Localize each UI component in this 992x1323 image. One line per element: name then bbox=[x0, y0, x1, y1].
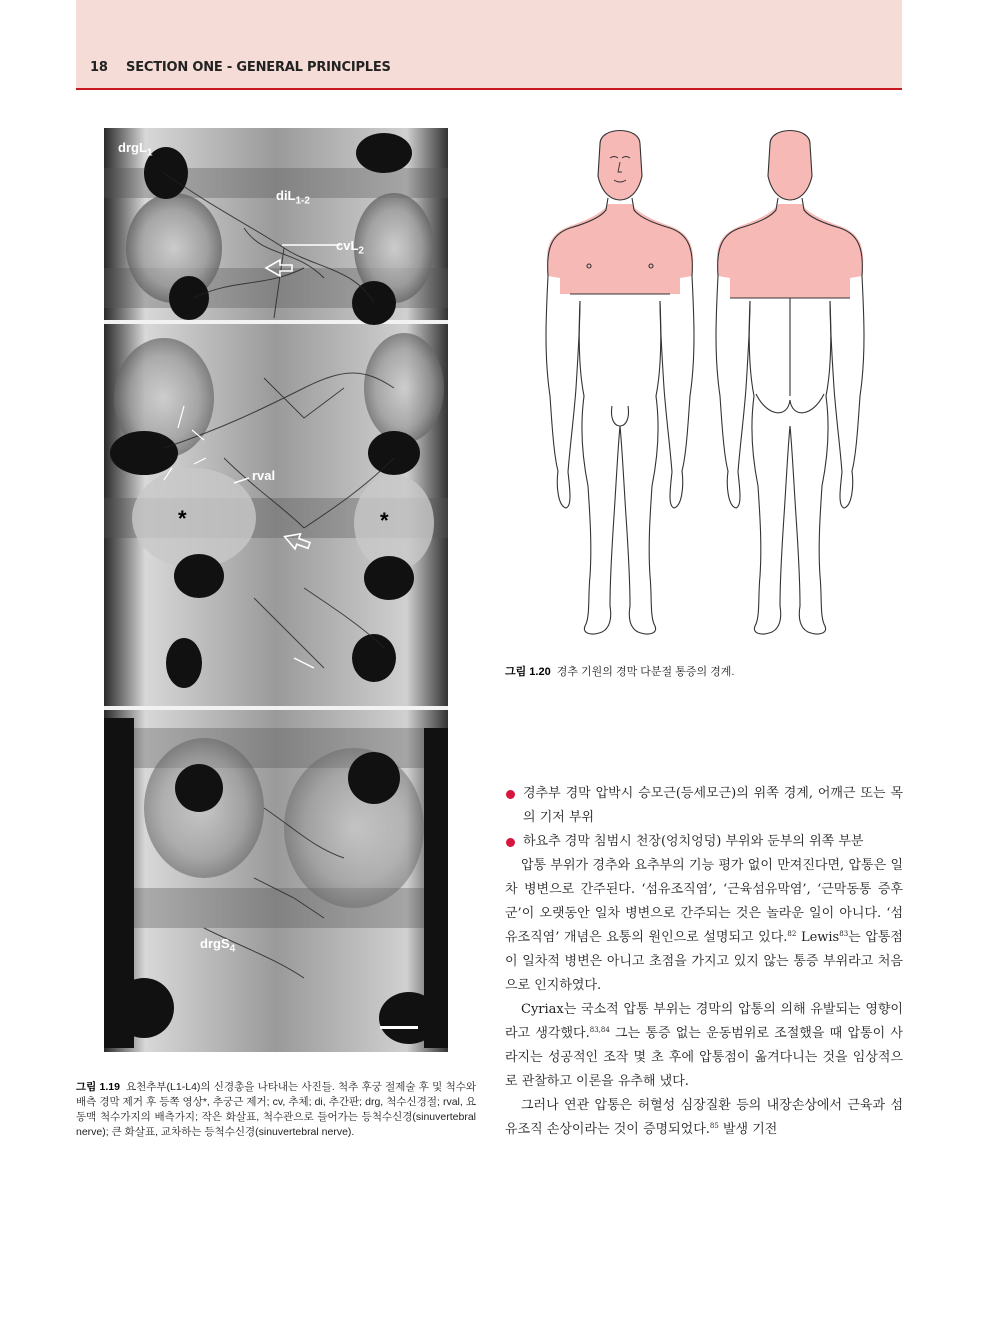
label-cvL2: cvL$_2$ bbox=[336, 238, 364, 257]
paragraph-3 bbox=[505, 1094, 903, 1142]
bullet-item bbox=[505, 782, 903, 830]
paragraph-3-text-a: 그러나 연관 압통은 허혈성 심장질환 등의 내장손상에서 근육과 섬유조직 손상이라는 것이 증명되었다. bbox=[505, 1098, 903, 1137]
bullet-text: 하요추 경막 침범시 천장(엉치엉덩) 부위와 둔부의 위쪽 부분 bbox=[523, 834, 864, 849]
reference-82: 82 bbox=[787, 930, 797, 938]
label-drgS4: drgS$_4$ bbox=[200, 936, 236, 955]
paragraph-2 bbox=[505, 998, 903, 1094]
label-asterisk-right: * bbox=[380, 508, 389, 533]
figure-120-caption-text: 경추 기원의 경막 다분절 통증의 경계. bbox=[556, 666, 735, 678]
paragraph-2-text-b: 그는 통증 없는 운동범위로 조절했을 때 압통이 사라지는 성공적인 조작 몇 초 후에 압통점이 옮겨다니는 것을 임상적으로 관찰하고 이론을 유추해 냈다. bbox=[505, 1026, 903, 1089]
bullet-dot-icon bbox=[506, 790, 515, 799]
figure-119-number: 그림 1.19 bbox=[76, 1081, 120, 1093]
paragraph-1-text-c: 는 압통점이 일차적 병변은 아니고 초점을 가지고 있지 않는 통증 부위라고 처음으로 인지하였다. bbox=[505, 930, 903, 993]
bullet-text: 경추부 경막 압박시 승모근(등세모근)의 위쪽 경계, 어깨근 또는 목의 기저 부위 bbox=[523, 786, 903, 825]
figure-120-caption bbox=[505, 663, 734, 679]
bullet-dot-icon bbox=[506, 838, 515, 847]
figure-120-diagram bbox=[540, 126, 870, 656]
front-view-figure bbox=[546, 131, 694, 634]
bullet-item bbox=[505, 830, 903, 854]
label-drgL1: drgL$_1$ bbox=[118, 140, 153, 159]
paragraph-1-text-b: Lewis bbox=[796, 930, 840, 945]
label-rval: rval bbox=[252, 468, 276, 483]
label-diL1-2: diL$_{1-2}$ bbox=[276, 188, 310, 207]
nerve-plexus-photo bbox=[104, 128, 448, 1052]
body-outline-diagram bbox=[540, 126, 870, 656]
body-text bbox=[505, 782, 903, 1142]
reference-83: 83 bbox=[839, 930, 849, 938]
figure-119-caption-text: 요천추부(L1-L4)의 신경총을 나타내는 사진들. 척추 후궁 절제술 후 및 척수와 배측 경막 제거 후 등쪽 영상*, 추궁근 제거; cv, 추체; di, 추간판; drg, 척수신경절; rval, 요동맥 척수가지의 배측가지; 작은 화살표, 척수관으로 들어가는 등척수신경(sinuvertebral nerve); 큰 화살표, 교차하는 등척수신경(sinuvertebral nerve). bbox=[76, 1081, 477, 1138]
running-head bbox=[90, 60, 391, 75]
figure-120-number: 그림 1.20 bbox=[505, 666, 551, 678]
label-asterisk-left: * bbox=[178, 506, 187, 531]
back-view-figure bbox=[716, 131, 864, 634]
figure-119-photo bbox=[104, 128, 448, 1052]
header-rule bbox=[76, 88, 902, 90]
section-title: SECTION ONE - GENERAL PRINCIPLES bbox=[126, 60, 391, 75]
page-number: 18 bbox=[90, 60, 108, 75]
reference-83-84: 83,84 bbox=[589, 1026, 610, 1034]
paragraph-2-text-a: Cyriax는 국소적 압통 부위는 경막의 압통의 의해 유발되는 영향이라고 생각했다. bbox=[505, 1002, 903, 1041]
figure-119-caption bbox=[76, 1080, 476, 1140]
reference-85: 85 bbox=[709, 1122, 719, 1130]
paragraph-1-text-a: 압통 부위가 경추와 요추부의 기능 평가 없이 만져진다면, 압통은 일차 병변으로 간주된다. ‘섬유조직염’, ‘근육섬유막염’, ‘근막동통 증후군’이 오랫동안 일차 병변으로 간주되는 것은 놀라운 일이 아니다. ‘섬유조직염’ 개념은 요통의 원인으로 설명되고 있다. bbox=[505, 858, 903, 945]
paragraph-3-text-b: 발생 기전 bbox=[718, 1122, 778, 1137]
paragraph-1 bbox=[505, 854, 903, 998]
